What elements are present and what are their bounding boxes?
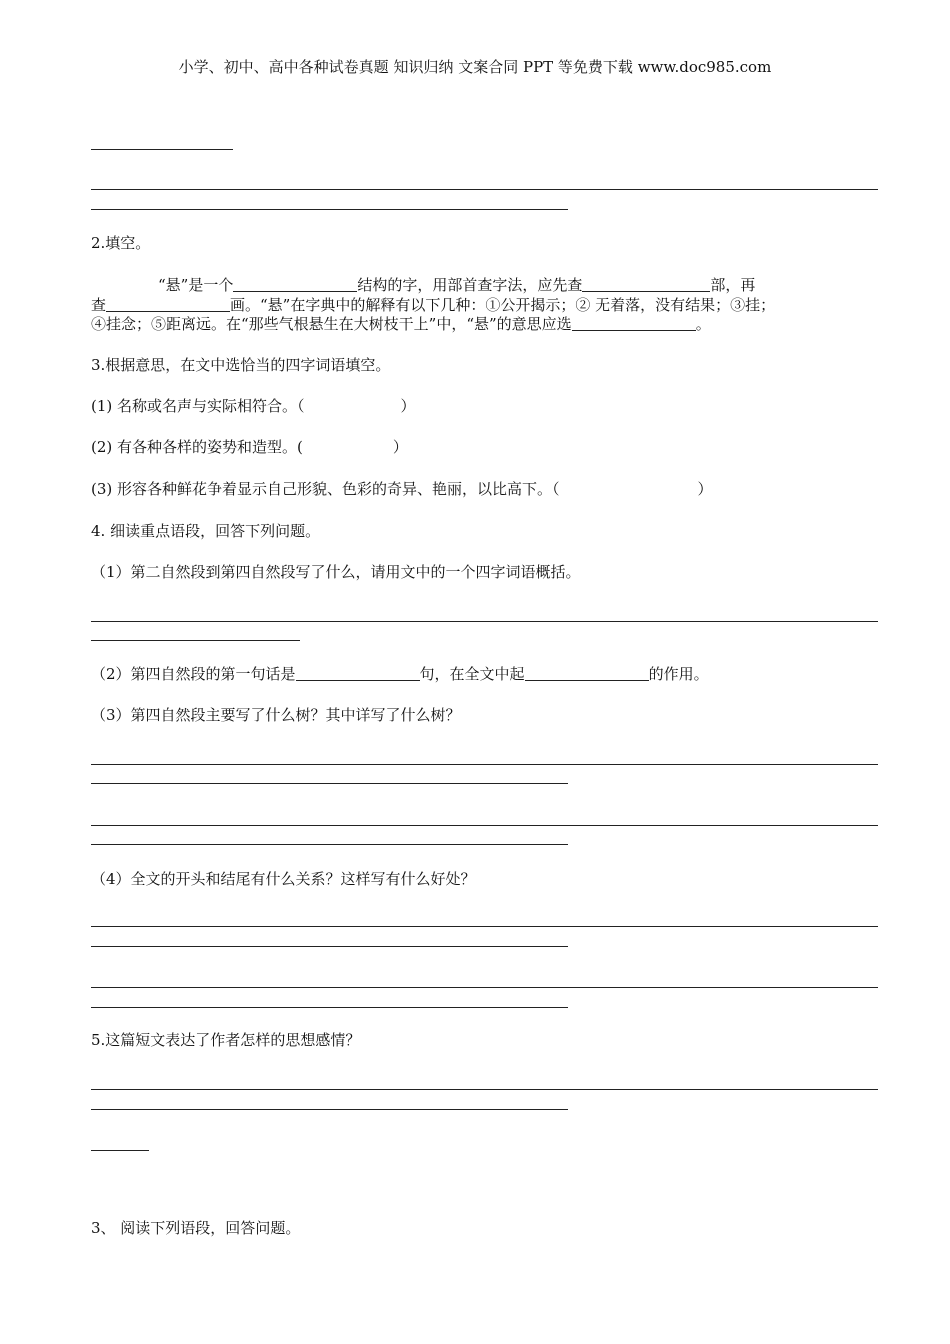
q4-sub-1: （1）第二自然段到第四自然段写了什么，请用文中的一个四字词语概括。 <box>91 563 581 581</box>
answer-line[interactable] <box>91 987 878 988</box>
q4-sub-2-a: （2）第四自然段的第一句话是 <box>91 665 296 683</box>
answer-line[interactable] <box>91 1150 149 1151</box>
page-header: 小学、初中、高中各种试卷真题 知识归纳 文案合同 PPT 等免费下载 www.doc985.com <box>178 58 772 76</box>
q4-sub-2 <box>91 666 709 682</box>
fill-blank[interactable] <box>582 277 710 292</box>
q2-line2-a: 查 <box>91 296 107 314</box>
q3-item-close: ） <box>392 438 408 456</box>
fill-blank[interactable] <box>106 297 230 312</box>
answer-line[interactable] <box>91 783 568 784</box>
q4-sub-2-c: 的作用。 <box>648 665 709 683</box>
answer-line[interactable] <box>91 189 878 190</box>
q3-item-3 <box>91 482 713 497</box>
fill-blank[interactable] <box>233 277 357 292</box>
answer-line[interactable] <box>91 621 878 622</box>
q3-item-1 <box>91 399 416 414</box>
fill-blank[interactable] <box>572 316 696 331</box>
q2-line2 <box>91 297 775 313</box>
q2-title: 2.填空。 <box>91 234 151 252</box>
q4-sub-4: （4）全文的开头和结尾有什么关系？这样写有什么好处？ <box>91 870 476 888</box>
q3-title: 3.根据意思，在文中选恰当的四字词语填空。 <box>91 356 391 374</box>
q3-item-close: ） <box>697 480 713 498</box>
fill-blank[interactable] <box>296 666 420 681</box>
answer-line[interactable] <box>91 1007 568 1008</box>
q4-sub-3: （3）第四自然段主要写了什么树？其中详写了什么树？ <box>91 706 461 724</box>
answer-line[interactable] <box>91 209 568 210</box>
q2-line1-c: 部，再 <box>710 276 756 294</box>
q4-sub-2-b: 句，在全文中起 <box>419 665 525 683</box>
answer-line[interactable] <box>91 1109 568 1110</box>
q3-item-2 <box>91 440 408 455</box>
q2-line1 <box>158 277 755 293</box>
answer-line[interactable] <box>91 149 233 150</box>
q4-title: 4. 细读重点语段，回答下列问题。 <box>91 522 321 540</box>
answer-line[interactable] <box>91 825 878 826</box>
answer-line[interactable] <box>91 946 568 947</box>
q2-line1-a: “悬”是一个 <box>158 276 234 294</box>
q2-line3 <box>91 316 711 332</box>
q3-item-label: (1) 名称或名声与实际相符合。（ <box>91 397 305 415</box>
q2-line3-b: 。 <box>695 315 711 333</box>
section-3-title: 3、 阅读下列语段，回答问题。 <box>91 1219 301 1237</box>
q3-item-label: (3) 形容各种鲜花争着显示自己形貌、色彩的奇异、艳丽，以比高下。（ <box>91 480 560 498</box>
answer-line[interactable] <box>91 844 568 845</box>
q2-line1-b: 结构的字，用部首查字法，应先查 <box>357 276 583 294</box>
answer-line[interactable] <box>91 926 878 927</box>
answer-line[interactable] <box>91 1089 878 1090</box>
q3-item-label: (2) 有各种各样的姿势和造型。( <box>91 438 303 456</box>
q2-line3-a: ④挂念；⑤距离远。在“那些气根悬生在大树枝干上”中，“悬”的意思应选 <box>91 315 572 333</box>
fill-blank[interactable] <box>525 666 649 681</box>
q5-title: 5.这篇短文表达了作者怎样的思想感情？ <box>91 1031 361 1049</box>
answer-line[interactable] <box>91 640 300 641</box>
answer-line[interactable] <box>91 764 878 765</box>
q3-item-close: ） <box>400 397 416 415</box>
q2-line2-b: 画。“悬”在字典中的解释有以下几种：①公开揭示；② 无着落，没有结果；③挂； <box>230 296 776 314</box>
